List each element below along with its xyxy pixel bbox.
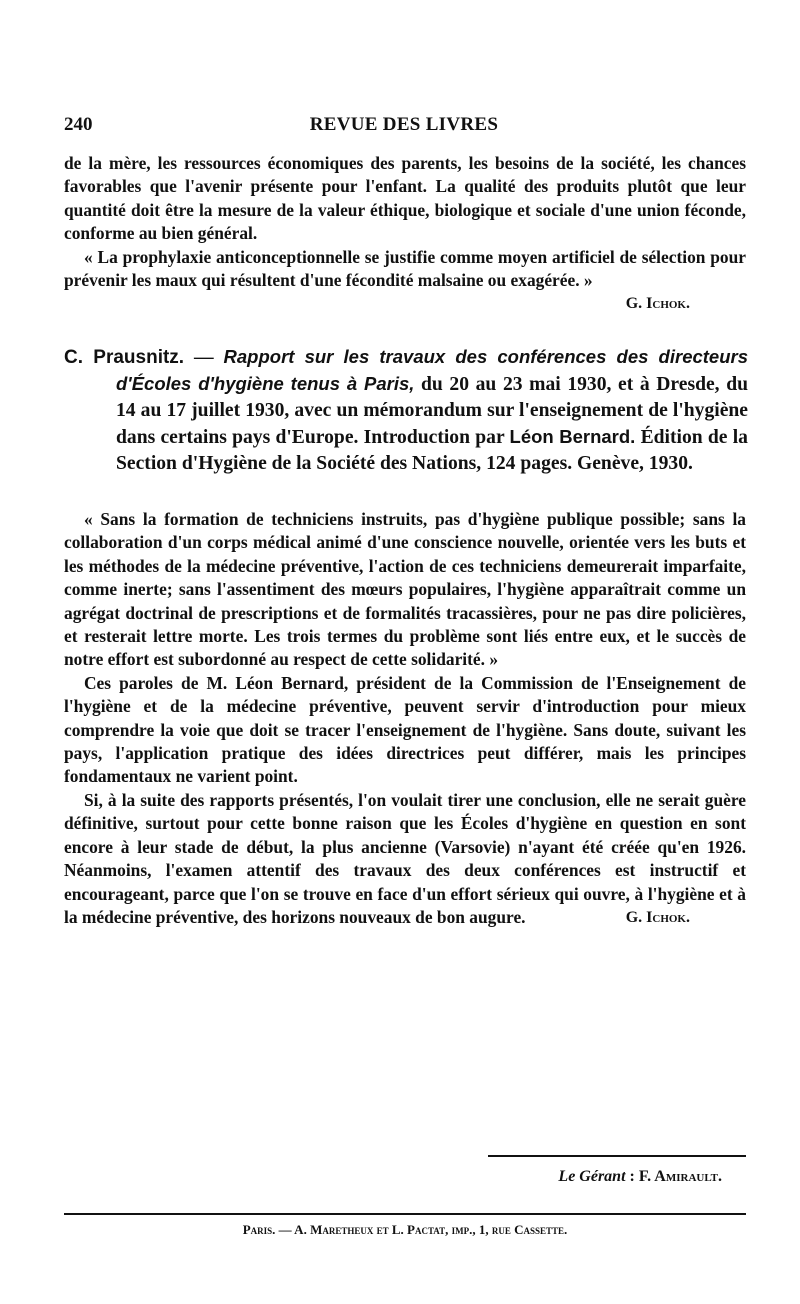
signature-line — [64, 292, 746, 315]
continued-paragraph: de la mère, les ressources économiques des parents, les besoins de la société, les chances favorables que l'avenir présente pour l'enfant. La qualité des produits plutôt que leur quantité doit être la mesure de la valeur éthique, biologique et sociale d'une union féconde, conforme au bien général. — [64, 153, 746, 244]
publication-details: Édition de la Section d'Hygiène de la Société des Nations, 124 pages. Genève, 1930. — [116, 427, 748, 474]
review-heading — [64, 344, 748, 477]
gerant-line — [558, 1168, 722, 1186]
gerant-name: F. Amirault. — [638, 1168, 722, 1185]
bibliographic-entry — [64, 344, 748, 477]
heading-dash: — — [184, 347, 224, 368]
body-paragraph: Ces paroles de M. Léon Bernard, président de la Commission de l'Enseignement de l'hygiène et de la médecine préventive, peuvent servir d'introduction pour mieux comprendre la voie que doit se tracer l'enseignement de l'hygiène. Sans doute, suivant les pays, l'application pratique des idées directrices peut différer, mais les principes fondamentaux ne varient point. — [64, 672, 746, 787]
footer-divider-short — [488, 1155, 746, 1157]
quoted-paragraph: « La prophylaxie anticonceptionnelle se justifie comme moyen artificiel de sélection pour prévenir les maux qui résultent d'une fécondité malsaine ou exagérée. » — [64, 246, 746, 291]
page-number: 240 — [64, 114, 93, 135]
running-head — [64, 114, 744, 140]
previous-review-continuation — [64, 152, 746, 316]
imprint-text: Paris. — A. Maretheux et L. Pactat, imp., 1, rue Cassette. — [242, 1222, 568, 1237]
reviewer-signature: G. Ichok. — [625, 295, 690, 313]
opening-quote: « Sans la formation de techniciens instruits, pas d'hygiène publique possible; sans la collaboration d'un corps médical animé d'une conscience nouvelle, orientée vers les buts et les méthodes de la médecine préventive, l'action de ces techniciens demeurerait imparfaite, comme inerte; sans l'assentiment des mœurs populaires, l'hygiène apparaîtrait comme un agrégat doctrinal de prescriptions et de formalités tracassières, pour ne pas dire policières, et resterait lettre morte. Les trois termes du problème sont liés entre eux, et le succès de notre effort est subordonné au respect de cette solidarité. » — [64, 509, 746, 670]
footer-divider — [64, 1213, 746, 1215]
review-signature: G. Ichok. — [625, 908, 690, 926]
review-body — [64, 508, 746, 929]
gerant-label: Le Gérant — [558, 1168, 626, 1185]
review-author: C. Prausnitz. — [64, 347, 185, 368]
closing-paragraph — [64, 789, 746, 929]
closing-paragraph-text: Si, à la suite des rapports présentés, l'on voulait tirer une conclusion, elle ne serait guère définitive, surtout pour cette bonne raison que les Écoles d'hygiène en question en sont encore à leur stade de début, la plus ancienne (Varsovie) n'ayant été créée qu'en 1926. Néanmoins, l'examen attentif des travaux des deux conférences est instructif et encourageant, parce que l'on se trouve en face d'un effort sérieux qui ouvre, à l'hygiène et à la médecine préventive, des horizons nouveaux de bon augure. — [64, 789, 746, 927]
introduction-author: Léon Bernard. — [509, 426, 636, 447]
printer-imprint — [64, 1222, 746, 1238]
gerant-separator: : — [625, 1168, 639, 1185]
review-title: Rapport sur les travaux des conférences des directeurs d'Écoles d'hygiène tenus à Paris, — [116, 346, 749, 394]
review-details: du 20 au 23 mai 1930, et à Dresde, du 14 au 17 juillet 1930, avec un mémorandum sur l'enseignement de l'hygiène dans certains pays d'Europe. Introduction par — [116, 374, 748, 448]
running-title: REVUE DES LIVRES — [309, 114, 499, 135]
